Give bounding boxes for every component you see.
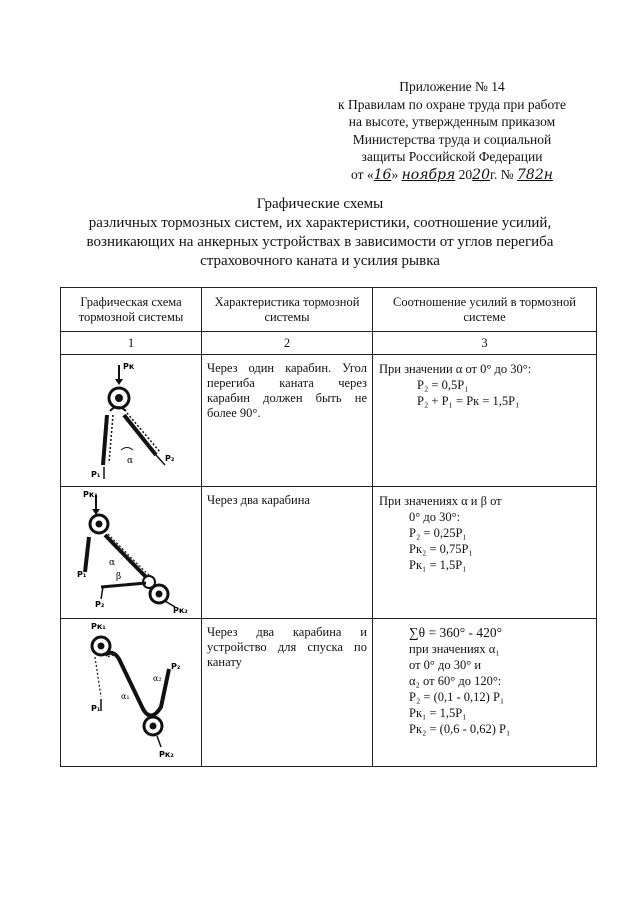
ratio-sum-angle: ∑θ = 360° - 420° — [409, 625, 502, 640]
label-beta: β — [116, 572, 122, 582]
appendix-block — [322, 78, 582, 184]
handwritten-order-number: 782н — [517, 166, 553, 183]
header-scheme: Графическая схема тормозной системы — [61, 288, 202, 332]
table-header-row — [61, 288, 597, 332]
handwritten-month: ноября — [401, 166, 456, 183]
ratio-condition: При значениях α и β от — [379, 494, 502, 508]
label-p1: P₁ — [91, 470, 101, 479]
appendix-number: Приложение № 14 — [399, 79, 505, 94]
appendix-approved: на высоте, утвержденным приказом — [348, 114, 556, 129]
order-date-line — [322, 166, 582, 185]
ratio-condition: 0° до 30°: — [409, 510, 461, 524]
description-cell: Через два карабина и устройство для спуска по канату — [202, 619, 373, 767]
title-line-4: страховочного каната и усилия рывка — [200, 253, 440, 269]
ratio-condition: от 0° до 30° и — [409, 658, 482, 672]
scheme-figure-1 — [61, 355, 201, 485]
order-number-label: г. № — [489, 166, 518, 182]
table-row — [61, 355, 597, 487]
ratio-formula: Pк₁ = 1,5P₁ — [409, 706, 467, 720]
scheme-figure-3 — [61, 619, 201, 764]
title-line-2: различных тормозных систем, их характеристики, соотношение усилий, — [88, 215, 552, 231]
ratio-formula: P₂ = 0,25P₁ — [409, 526, 467, 540]
description-cell: Через два карабина — [202, 487, 373, 619]
label-p1: P₁ — [91, 704, 101, 713]
handwritten-year: 20 — [472, 166, 490, 183]
column-number: 2 — [202, 332, 373, 355]
label-p1: P₁ — [77, 570, 87, 579]
ratio-formula: Pк₂ = 0,75P₁ — [409, 542, 473, 556]
ratio-condition: При значении α от 0° до 30°: — [379, 362, 532, 376]
header-ratio: Соотношение усилий в тормозной системе — [373, 288, 597, 332]
column-number: 1 — [61, 332, 202, 355]
label-alpha1: α₁ — [121, 692, 130, 701]
ratio-formula: Pк₂ = (0,6 - 0,62) P₁ — [409, 722, 511, 736]
date-quote: » — [391, 166, 399, 182]
year-prefix: 20 — [455, 166, 473, 182]
date-prefix: от « — [351, 166, 374, 182]
appendix-federation: защиты Российской Федерации — [361, 149, 543, 164]
label-alpha2: α₂ — [153, 674, 162, 683]
column-number-row — [61, 332, 597, 355]
label-alpha: α — [127, 456, 134, 466]
ratio-cell — [373, 487, 597, 619]
label-pk2: Pк₂ — [159, 750, 174, 759]
scheme-two-carabiners — [61, 487, 202, 619]
header-characteristic: Характеристика тормозной системы — [202, 288, 373, 332]
label-pk1: Pк₁ — [83, 490, 98, 499]
ratio-formula: P₂ + P₁ = Pк = 1,5P₁ — [417, 394, 520, 408]
ratio-condition: при значениях α₁ — [409, 642, 500, 656]
scheme-descent-device — [61, 619, 202, 767]
ratio-condition: α₂ от 60° до 120°: — [409, 674, 502, 688]
scheme-figure-2 — [61, 487, 201, 617]
label-pk2: Pк₂ — [173, 606, 188, 615]
appendix-ministry: Министерства труда и социальной — [352, 131, 552, 147]
label-p2: P₂ — [95, 600, 105, 609]
braking-systems-table — [60, 287, 597, 767]
ratio-cell — [373, 355, 597, 487]
label-pk1: Pк₁ — [91, 622, 106, 631]
title-line-1: Графические схемы — [256, 196, 384, 212]
ratio-formula: Pк₁ = 1,5P₁ — [409, 558, 467, 572]
ratio-cell — [373, 619, 597, 767]
table-row — [61, 619, 597, 767]
handwritten-day: 16 — [373, 166, 392, 183]
description-cell: Через один карабин. Угол перегиба каната через карабин должен быть не более 90°. — [202, 355, 373, 487]
document-title — [60, 195, 580, 271]
ratio-formula: P₂ = (0,1 - 0,12) P₁ — [409, 690, 505, 704]
label-p2: P₂ — [171, 662, 181, 671]
label-alpha: α — [109, 558, 116, 568]
ratio-formula: P₂ = 0,5P₁ — [417, 378, 469, 392]
appendix-rules: к Правилам по охране труда при работе — [338, 96, 566, 112]
column-number: 3 — [373, 332, 597, 355]
label-pk: Pк — [123, 362, 135, 371]
table-row — [61, 487, 597, 619]
scheme-one-carabiner — [61, 355, 202, 487]
label-p2: P₂ — [165, 454, 175, 463]
title-line-3: возникающих на анкерных устройствах в зависимости от углов перегиба — [86, 234, 554, 250]
